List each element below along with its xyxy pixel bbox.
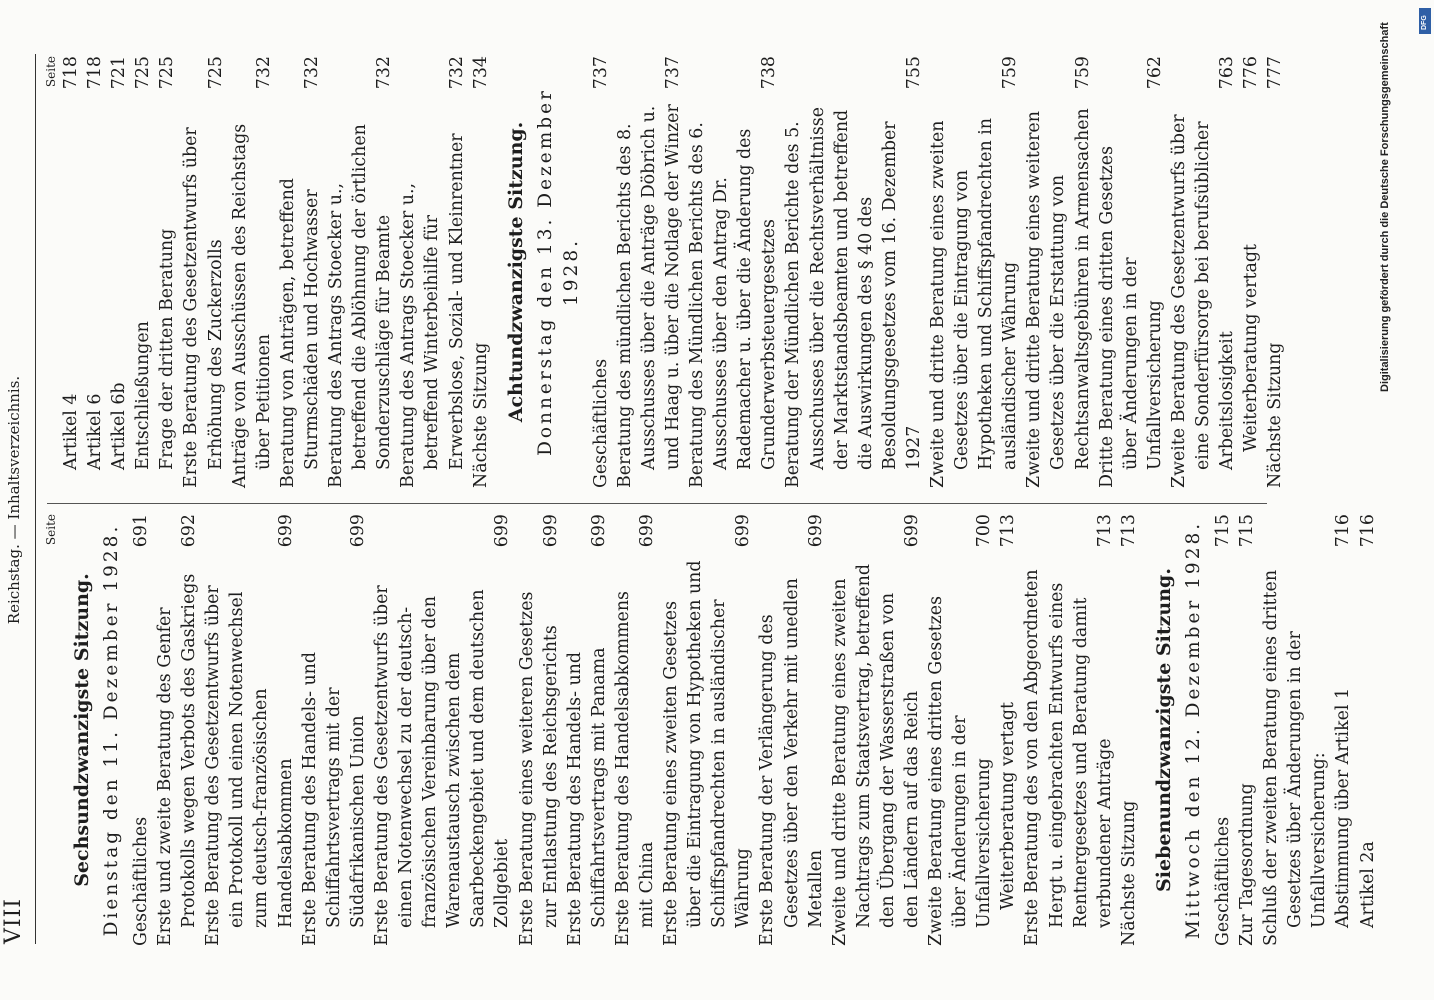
entry-title: Anträge von Ausschüssen des Reichstags über Petitionen	[229, 123, 274, 488]
entry-title: Artikel 6	[85, 393, 106, 470]
entry-page: 699	[347, 514, 368, 548]
entry-title: Erste und zweite Beratung des Genfer Protokolls wegen Verbots des Gaskriegs	[155, 573, 200, 946]
dfg-logo	[1419, 8, 1431, 34]
entry-page: 776	[1241, 56, 1262, 90]
entry-page: 699	[733, 514, 754, 548]
entry-title: Nächste Sitzung	[1265, 342, 1286, 488]
entry-page: 732	[446, 56, 467, 90]
index-entry	[228, 56, 276, 488]
entry-page: 699	[275, 514, 296, 548]
index-entry	[276, 56, 324, 488]
index-entry	[1259, 514, 1331, 946]
entry-page: 699	[636, 514, 657, 548]
index-entry	[324, 56, 396, 488]
entry-title: Beratung von Anträgen, betreffend Sturmschäden und Hochwasser	[277, 178, 322, 488]
session-heading: Sechsundzwanzigste Sitzung.	[71, 573, 93, 887]
session-date: Dienstag den 11. Dezember 1928.	[101, 523, 122, 937]
entry-page: 713	[998, 514, 1019, 548]
entry-title: Schluß der zweiten Beratung eines dritten Gesetzes über Änderungen in der Unfallversicherung:	[1261, 569, 1330, 946]
index-entry	[469, 56, 493, 488]
entry-page: 715	[1237, 514, 1258, 548]
entry-title: Erste Beratung des Gesetzentwurfs über ein Protokoll und einen Notenwechsel zum deutsch-französischen Handelsabkommen	[203, 585, 296, 946]
index-entry	[828, 514, 924, 946]
entry-title: Erste Beratung des Handels- und Schiffahrtsvertrags mit Panama	[564, 647, 609, 946]
entry-page: 762	[1144, 56, 1165, 90]
session-date: Mittwoch den 12. Dezember 1928.	[1182, 520, 1204, 940]
index-entry	[370, 514, 515, 946]
entry-page: 759	[1072, 56, 1093, 90]
entry-title: Zweite und dritte Beratung eines weiteren Gesetzes über die Erstattung von Rechtsanwaltsgebühren in Armensachen	[1024, 108, 1093, 488]
index-entry	[59, 56, 83, 488]
index-entry	[1022, 56, 1094, 488]
entry-title: Weiterberatung vertagt	[998, 702, 1019, 910]
entry-page: 699	[540, 514, 561, 548]
entry-page: 763	[1217, 56, 1238, 90]
running-title: Reichstag. — Inhaltsverzeichnis.	[5, 375, 23, 625]
index-entry	[1331, 514, 1355, 946]
index-entry	[1263, 56, 1287, 488]
entry-page: 699	[492, 514, 513, 548]
session-heading: Siebenundzwanzigste Sitzung.	[1152, 568, 1175, 892]
entry-title: Zweite und dritte Beratung eines zweiten Nachtrags zum Staatsvertrag, betreffend den Übergang der Wasserstraßen von den Ländern auf das Reich	[829, 564, 922, 946]
index-entry	[107, 56, 131, 488]
entry-page: 713	[1094, 514, 1115, 548]
entry-page: 718	[85, 56, 106, 90]
entry-page: 699	[588, 514, 609, 548]
entry-title: Abstimmung über Artikel 1	[1333, 687, 1354, 928]
entry-title: Erste Beratung des Handelsabkommens mit China	[612, 591, 657, 946]
entry-title: Erste Beratung eines weiteren Gesetzes zur Entlastung des Reichsgerichts	[516, 591, 561, 946]
entry-title: Zweite Beratung eines dritten Gesetzes über Änderungen in der Unfallversicherung	[926, 595, 995, 946]
index-entry	[201, 514, 297, 946]
entry-page: 699	[805, 514, 826, 548]
entry-title: Beratung des Antrags Stoecker u., betreffend Winterbeihilfe für Erwerbslose, Sozial- und Kleinrentner	[398, 133, 467, 488]
index-entry	[1167, 56, 1239, 488]
entry-page: 700	[974, 514, 995, 548]
entry-title: Erste Beratung des von den Abgeordneten Hergt u. eingebrachten Entwurfs eines Rentnergesetzes und Beratung damit verbundener Anträge	[1022, 569, 1115, 946]
entry-page: 716	[1357, 514, 1378, 548]
entry-title: Erste Beratung der Verlängerung des Gesetzes über den Verkehr mit unedlen Metallen	[757, 578, 826, 946]
entry-page: 759	[1000, 56, 1021, 90]
entry-title: Geschäftliches	[1212, 816, 1233, 946]
entry-page: 737	[590, 56, 611, 90]
entry-page: 718	[61, 56, 81, 90]
left-column	[43, 514, 1380, 946]
entry-title: Beratung des Mündlichen Berichts des 6. Ausschusses über den Antrag Dr. Rademacher u. über die Änderung des Grunderwerbsteuergesetzes	[687, 122, 780, 488]
entry-title: Entschließungen	[133, 321, 154, 470]
entry-title: Artikel 2a	[1357, 841, 1378, 928]
index-entry	[83, 56, 107, 488]
entry-page: 732	[374, 56, 395, 90]
index-entry	[781, 56, 926, 488]
entry-page: 737	[662, 56, 683, 90]
entry-page: 721	[109, 56, 130, 90]
index-entry	[611, 514, 659, 946]
entry-page: 713	[1118, 514, 1139, 548]
entry-page: 777	[1265, 56, 1286, 90]
index-entry	[996, 514, 1020, 946]
entry-title: Zur Tagesordnung	[1237, 783, 1258, 946]
entry-page: 691	[131, 514, 151, 548]
index-entry	[1117, 514, 1141, 946]
entry-title: Beratung der Mündlichen Berichte des 5. Ausschusses über die Rechtsverhältnisse der Marktstandsbeamten und betreffend die Auswirkungen des § 40 des Besoldungsgesetzes vom 16. Dezember 1927	[783, 106, 924, 488]
entry-page: 699	[902, 514, 922, 548]
entry-title: Beratung des mündlichen Berichts des 8. Ausschusses über die Anträge Döbrich u. und Haag u. über die Notlage der Winzer	[614, 104, 683, 488]
entry-title: Artikel 6b	[109, 382, 130, 470]
index-entry	[515, 514, 563, 946]
index-entry	[1211, 514, 1235, 946]
index-entry	[298, 514, 370, 946]
index-entry	[153, 514, 201, 946]
entry-page: 692	[179, 514, 200, 548]
entry-page: 732	[253, 56, 274, 90]
index-entry	[1235, 514, 1259, 946]
entry-page: 725	[157, 56, 178, 90]
index-entry	[155, 56, 179, 488]
column-divider	[47, 503, 1267, 504]
index-entry	[926, 56, 1022, 488]
index-entry	[613, 56, 685, 488]
entry-title: Dritte Beratung eines dritten Gesetzes über Änderungen in der Unfallversicherung	[1096, 146, 1165, 488]
index-entry	[1239, 56, 1263, 488]
page-number: VIII	[1, 898, 26, 944]
index-entry	[563, 514, 611, 946]
entry-page: 716	[1333, 514, 1354, 548]
entry-title: Erste Beratung des Handels- und Schiffahrtsvertrags mit der Südafrikanischen Union	[299, 651, 368, 946]
session-date: Donnerstag den 13. Dezember 1928.	[534, 88, 582, 456]
seite-label: Seite	[44, 514, 58, 546]
index-entry	[924, 514, 996, 946]
index-entry	[659, 514, 755, 946]
index-entry	[589, 56, 613, 488]
entry-page: 725	[133, 56, 154, 90]
entry-title: Beratung des Antrags Stoecker u., betreffend die Ablöhnung der örtlichen Sonderzuschläge für Beamte	[326, 124, 395, 488]
entry-title: Geschäftliches	[590, 358, 611, 488]
index-entry	[1356, 514, 1380, 946]
entry-title: Erste Beratung des Gesetzentwurfs über einen Notenwechsel zu der deutsch-französischen Vereinbarung über den Warenaustausch zwischen dem Saarbeckengebiet und dem deutschen Zollgebiet	[371, 585, 513, 946]
index-entry	[1020, 514, 1116, 946]
rotated-index-page	[0, 50, 1378, 950]
index-entry	[755, 514, 827, 946]
entry-page: 734	[470, 56, 491, 90]
index-entry	[685, 56, 781, 488]
entry-title: Erste Beratung des Gesetzentwurfs über Erhöhung des Zuckerzolls	[181, 127, 226, 488]
entry-title: Nächste Sitzung	[1118, 800, 1139, 946]
entry-title: Geschäftliches	[131, 816, 151, 946]
entry-title: Zweite und dritte Beratung eines zweiten Gesetzes über die Eintragung von Hypotheken und Schiffspfandrechten in ausländischer Währung	[928, 118, 1021, 488]
index-entry	[131, 56, 155, 488]
session-heading: Achtundzwanzigste Sitzung.	[504, 121, 527, 423]
entry-page: 755	[903, 56, 924, 90]
funding-note	[1379, 8, 1391, 392]
entry-page: 732	[301, 56, 322, 90]
header-rule	[35, 54, 36, 944]
entry-title: Nächste Sitzung	[470, 342, 491, 488]
page-header	[0, 50, 37, 950]
entry-title: Zweite Beratung des Gesetzentwurfs über eine Sonderfürsorge bei berufsüblicher Arbeitslosigkeit	[1168, 114, 1238, 488]
entry-title: Artikel 4	[61, 393, 81, 470]
index-entry	[1095, 56, 1167, 488]
entry-page: 715	[1212, 514, 1233, 548]
seite-label: Seite	[44, 56, 58, 88]
entry-title: Erste Beratung eines zweiten Gesetzes über die Eintragung von Hypotheken und Schiffspfandrechten in ausländischer Währung	[661, 560, 754, 946]
funding-text: Digitalisierung gefördert durch die Deutsche Forschungsgemeinschaft	[1379, 22, 1391, 392]
dfg-logo-text: DFG	[1421, 15, 1428, 30]
right-column	[43, 56, 1287, 488]
index-entry	[179, 56, 227, 488]
index-entry	[396, 56, 468, 488]
entry-page: 725	[205, 56, 226, 90]
index-entry	[129, 514, 153, 946]
entry-title: Frage der dritten Beratung	[157, 228, 178, 470]
entry-page: 738	[759, 56, 780, 90]
entry-title: Weiterberatung vertagt	[1241, 244, 1262, 452]
